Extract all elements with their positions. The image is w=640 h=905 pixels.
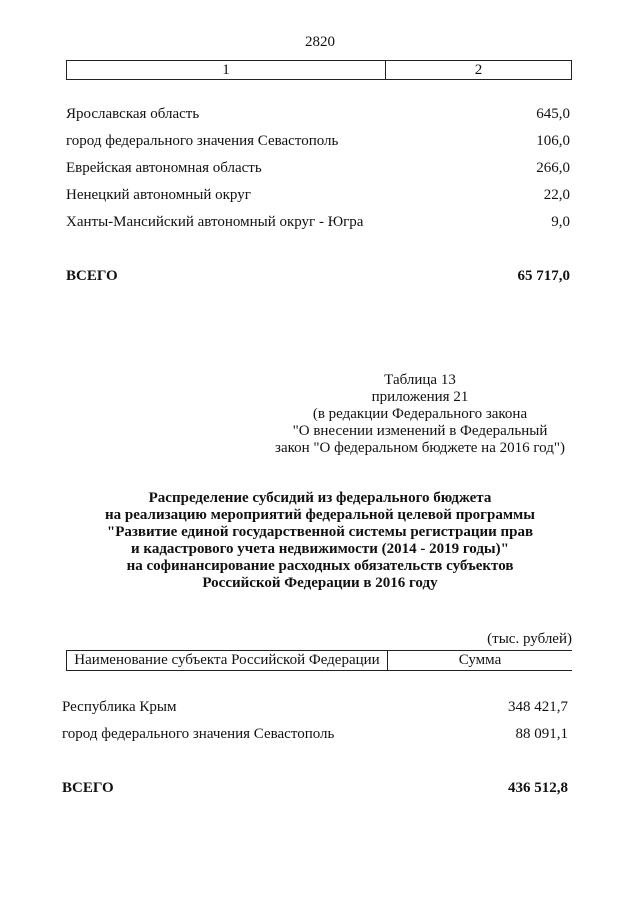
annex-line: закон "О федеральном бюджете на 2016 год") — [275, 440, 565, 456]
table-row — [66, 187, 570, 204]
region-name: Республика Крым — [62, 699, 177, 715]
total-amount: 436 512,8 — [508, 780, 568, 796]
region-amount: 22,0 — [543, 187, 570, 203]
table-row — [62, 726, 568, 743]
total-label: ВСЕГО — [62, 780, 114, 796]
table-row — [62, 699, 568, 716]
page-number: 2820 — [305, 34, 335, 50]
title-line: и кадастрового учета недвижимости (2014 - 2019 годы)" — [131, 541, 509, 557]
title-line: Российской Федерации в 2016 году — [202, 575, 438, 591]
title-line: на реализацию мероприятий федеральной целевой программы — [105, 507, 535, 523]
region-amount: 106,0 — [536, 133, 570, 149]
annex-line: Таблица 13 — [384, 372, 456, 388]
table-header — [66, 650, 572, 671]
table-row — [66, 160, 570, 177]
region-name: Ненецкий автономный округ — [66, 187, 251, 203]
region-name: город федерального значения Севастополь — [62, 726, 335, 742]
region-name: Еврейская автономная область — [66, 160, 262, 176]
total-row — [66, 268, 570, 285]
title-line: "Развитие единой государственной системы регистрации прав — [106, 524, 534, 540]
total-amount: 65 717,0 — [517, 268, 570, 284]
column-number-2: 2 — [474, 62, 483, 78]
header-subject-name: Наименование субъекта Российской Федерации — [67, 651, 388, 670]
annex-line: приложения 21 — [371, 389, 469, 405]
total-label: ВСЕГО — [66, 268, 118, 284]
total-row — [62, 780, 568, 797]
region-amount: 9,0 — [551, 214, 570, 230]
column-number-1: 1 — [67, 61, 386, 79]
title-line: на софинансирование расходных обязательств субъектов — [126, 558, 514, 574]
region-name: Ханты-Мансийский автономный округ - Югра — [66, 214, 364, 230]
region-amount: 88 091,1 — [515, 726, 568, 742]
annex-line: "О внесении изменений в Федеральный — [292, 423, 548, 439]
units-note: (тыс. рублей) — [487, 631, 572, 647]
region-amount: 266,0 — [536, 160, 570, 176]
header-amount: Сумма — [458, 652, 502, 668]
annex-line: (в редакции Федерального закона — [312, 406, 528, 422]
region-amount: 645,0 — [536, 106, 570, 122]
table-row — [66, 133, 570, 150]
region-name: город федерального значения Севастополь — [66, 133, 339, 149]
column-number-header — [66, 60, 572, 80]
title-line: Распределение субсидий из федерального бюджета — [148, 490, 492, 506]
annex-reference — [250, 372, 590, 457]
table-row — [66, 214, 570, 231]
region-name: Ярославская область — [66, 106, 200, 122]
region-amount: 348 421,7 — [508, 699, 568, 715]
table-title — [60, 490, 580, 592]
table-row — [66, 106, 570, 123]
